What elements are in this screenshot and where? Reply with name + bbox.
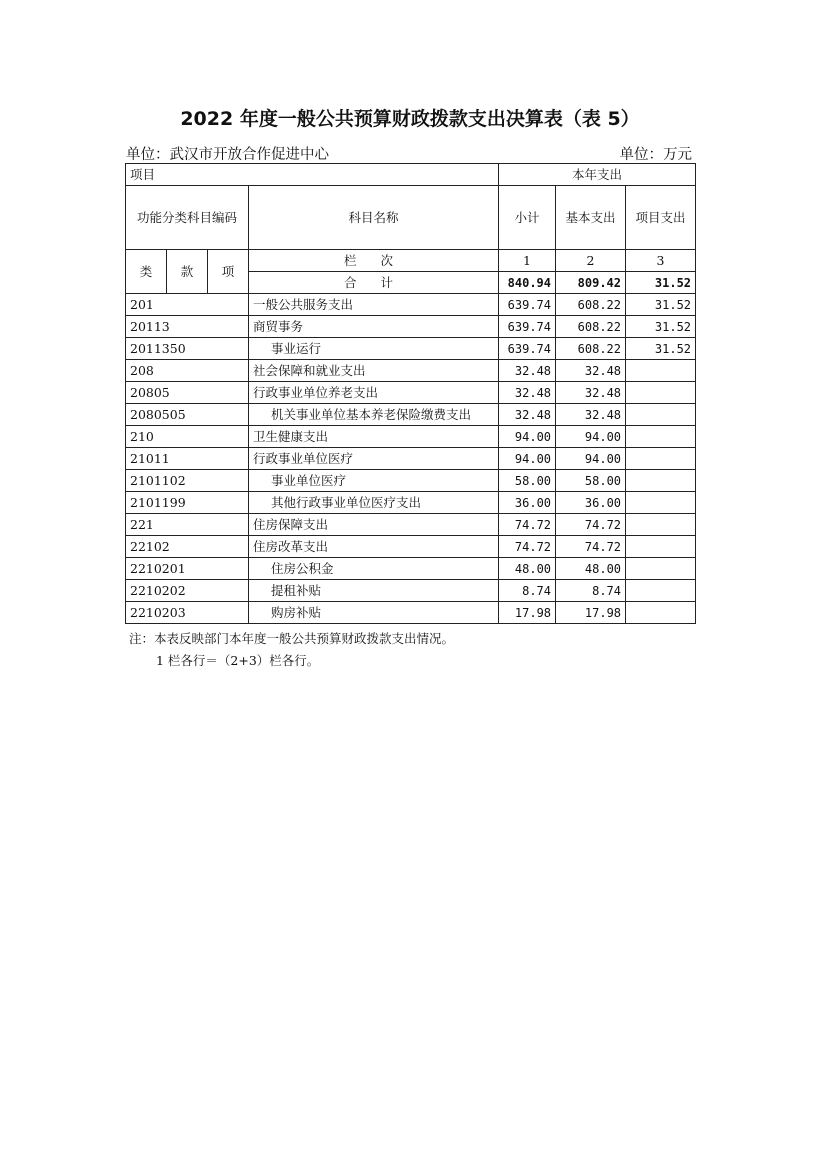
table-row [126,294,696,316]
total-subtotal: 840.94 [499,272,556,294]
table-row [126,338,696,360]
row-basic: 48.00 [556,558,626,580]
row-basic: 58.00 [556,470,626,492]
row-project [626,602,696,624]
unit-currency: 单位：万元 [619,147,692,163]
header-row-1 [126,164,696,186]
header-project-exp: 项目支出 [626,186,696,250]
row-subject-name: 行政事业单位养老支出 [249,382,499,404]
row-project [626,448,696,470]
row-subtotal: 639.74 [499,316,556,338]
table-row [126,316,696,338]
row-subtotal: 94.00 [499,448,556,470]
row-subtotal: 94.00 [499,426,556,448]
row-basic: 74.72 [556,514,626,536]
row-project [626,558,696,580]
row-subtotal: 58.00 [499,470,556,492]
header-col3: 3 [626,250,696,272]
header-current-year: 本年支出 [499,164,696,186]
header-row-3 [126,250,696,272]
row-code: 20113 [126,316,249,338]
row-code: 2101102 [126,470,249,492]
row-basic: 32.48 [556,404,626,426]
row-code: 2210201 [126,558,249,580]
table-row [126,602,696,624]
row-subtotal: 639.74 [499,338,556,360]
row-project [626,514,696,536]
table-row [126,580,696,602]
header-lei: 类 [126,250,167,294]
table-row [126,558,696,580]
row-basic: 608.22 [556,316,626,338]
row-project [626,360,696,382]
row-code: 208 [126,360,249,382]
header-row-2 [126,186,696,250]
row-code: 2011350 [126,338,249,360]
row-basic: 8.74 [556,580,626,602]
row-project: 31.52 [626,316,696,338]
row-code: 21011 [126,448,249,470]
row-subject-name: 提租补贴 [249,580,499,602]
table-row [126,448,696,470]
header-col1: 1 [499,250,556,272]
row-basic: 32.48 [556,382,626,404]
unit-organization: 单位：武汉市开放合作促进中心 [126,147,329,163]
table-row [126,470,696,492]
row-subtotal: 32.48 [499,360,556,382]
row-code: 2210203 [126,602,249,624]
row-subject-name: 行政事业单位医疗 [249,448,499,470]
table-row [126,426,696,448]
row-code: 221 [126,514,249,536]
row-subtotal: 36.00 [499,492,556,514]
header-xiang: 项 [208,250,249,294]
row-code: 2080505 [126,404,249,426]
row-project: 31.52 [626,294,696,316]
header-func-code: 功能分类科目编码 [126,186,249,250]
row-project [626,404,696,426]
row-project: 31.52 [626,338,696,360]
table-row [126,382,696,404]
row-basic: 94.00 [556,426,626,448]
row-basic: 74.72 [556,536,626,558]
row-basic: 17.98 [556,602,626,624]
row-subject-name: 机关事业单位基本养老保险缴费支出 [249,404,499,426]
table-row [126,404,696,426]
row-basic: 608.22 [556,294,626,316]
row-subtotal: 8.74 [499,580,556,602]
header-project: 项目 [126,164,499,186]
row-code: 2210202 [126,580,249,602]
row-subject-name: 住房公积金 [249,558,499,580]
row-project [626,580,696,602]
row-code: 201 [126,294,249,316]
row-subject-name: 住房保障支出 [249,514,499,536]
footnote-2: 1 栏各行＝（2+3）栏各行。 [156,653,320,668]
row-subtotal: 74.72 [499,536,556,558]
row-subject-name: 社会保障和就业支出 [249,360,499,382]
row-subject-name: 商贸事务 [249,316,499,338]
row-code: 210 [126,426,249,448]
row-subtotal: 48.00 [499,558,556,580]
row-code: 2101199 [126,492,249,514]
table-row [126,492,696,514]
row-project [626,492,696,514]
page-title: 2022 年度一般公共预算财政拨款支出决算表（表 5） [180,108,640,130]
row-basic: 36.00 [556,492,626,514]
expenditure-table [125,163,696,624]
row-project [626,536,696,558]
total-basic: 809.42 [556,272,626,294]
row-basic: 32.48 [556,360,626,382]
table-row [126,514,696,536]
row-code: 22102 [126,536,249,558]
header-kuan: 款 [167,250,208,294]
header-lanci: 栏 次 [249,250,499,272]
table-row [126,360,696,382]
table-row [126,536,696,558]
header-basic: 基本支出 [556,186,626,250]
row-code: 20805 [126,382,249,404]
footnote-1: 注：本表反映部门本年度一般公共预算财政拨款支出情况。 [129,631,455,646]
row-basic: 608.22 [556,338,626,360]
row-subtotal: 17.98 [499,602,556,624]
row-project [626,426,696,448]
row-subtotal: 32.48 [499,382,556,404]
row-subject-name: 其他行政事业单位医疗支出 [249,492,499,514]
row-subject-name: 一般公共服务支出 [249,294,499,316]
row-subtotal: 639.74 [499,294,556,316]
row-subtotal: 74.72 [499,514,556,536]
row-subject-name: 事业单位医疗 [249,470,499,492]
row-project [626,470,696,492]
total-project: 31.52 [626,272,696,294]
total-label: 合 计 [249,272,499,294]
header-col2: 2 [556,250,626,272]
header-subtotal: 小计 [499,186,556,250]
row-basic: 94.00 [556,448,626,470]
row-subject-name: 住房改革支出 [249,536,499,558]
row-subject-name: 购房补贴 [249,602,499,624]
row-subject-name: 卫生健康支出 [249,426,499,448]
row-subject-name: 事业运行 [249,338,499,360]
row-subtotal: 32.48 [499,404,556,426]
header-subject-name: 科目名称 [249,186,499,250]
row-project [626,382,696,404]
